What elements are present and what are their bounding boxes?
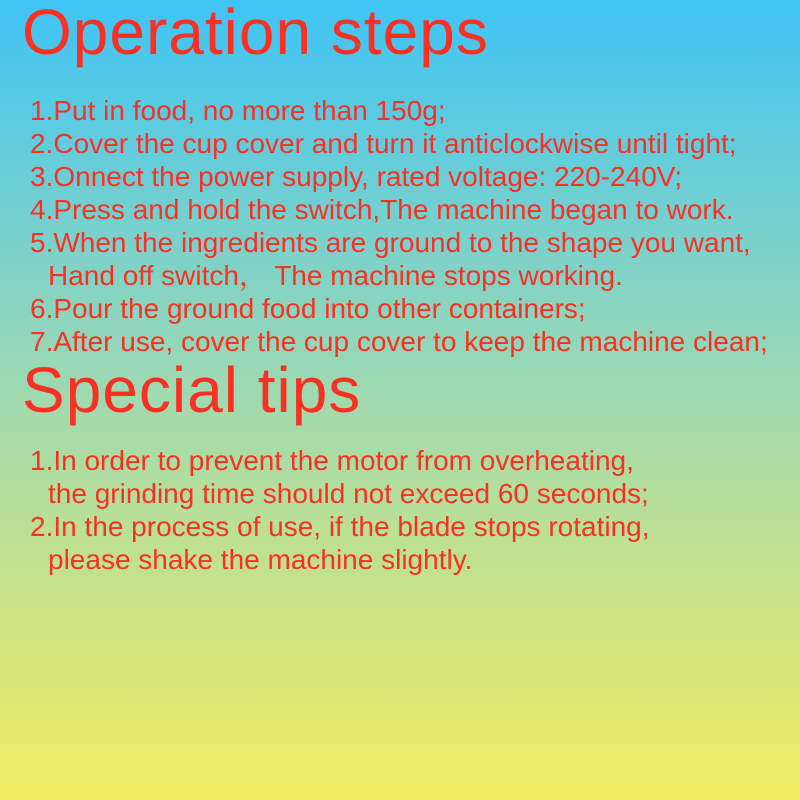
operation-steps-list (0, 94, 800, 358)
special-tip-1-continued: the grinding time should not exceed 60 seconds; (48, 478, 649, 509)
operation-step-5: 5.When the ingredients are ground to the shape you want, (30, 227, 751, 258)
operation-step-5-continued: Hand off switch， The machine stops working. (48, 260, 623, 291)
special-tip-2-continued: please shake the machine slightly. (48, 544, 473, 575)
operation-step-6: 6.Pour the ground food into other containers; (30, 293, 586, 324)
operation-steps-title: Operation steps (22, 0, 489, 68)
operation-step-1: 1.Put in food, no more than 150g; (30, 95, 446, 126)
operation-step-4: 4.Press and hold the switch,The machine began to work. (30, 194, 734, 225)
special-tip-1: 1.In order to prevent the motor from overheating, (30, 445, 634, 476)
operation-step-7: 7.After use, cover the cup cover to keep the machine clean; (30, 326, 768, 357)
operation-step-2: 2.Cover the cup cover and turn it anticlockwise until tight; (30, 128, 737, 159)
special-tips-list (0, 444, 800, 576)
special-tips-title: Special tips (22, 354, 362, 426)
operation-step-3: 3.Onnect the power supply, rated voltage: 220-240V; (30, 161, 683, 192)
special-tip-2: 2.In the process of use, if the blade stops rotating, (30, 511, 650, 542)
